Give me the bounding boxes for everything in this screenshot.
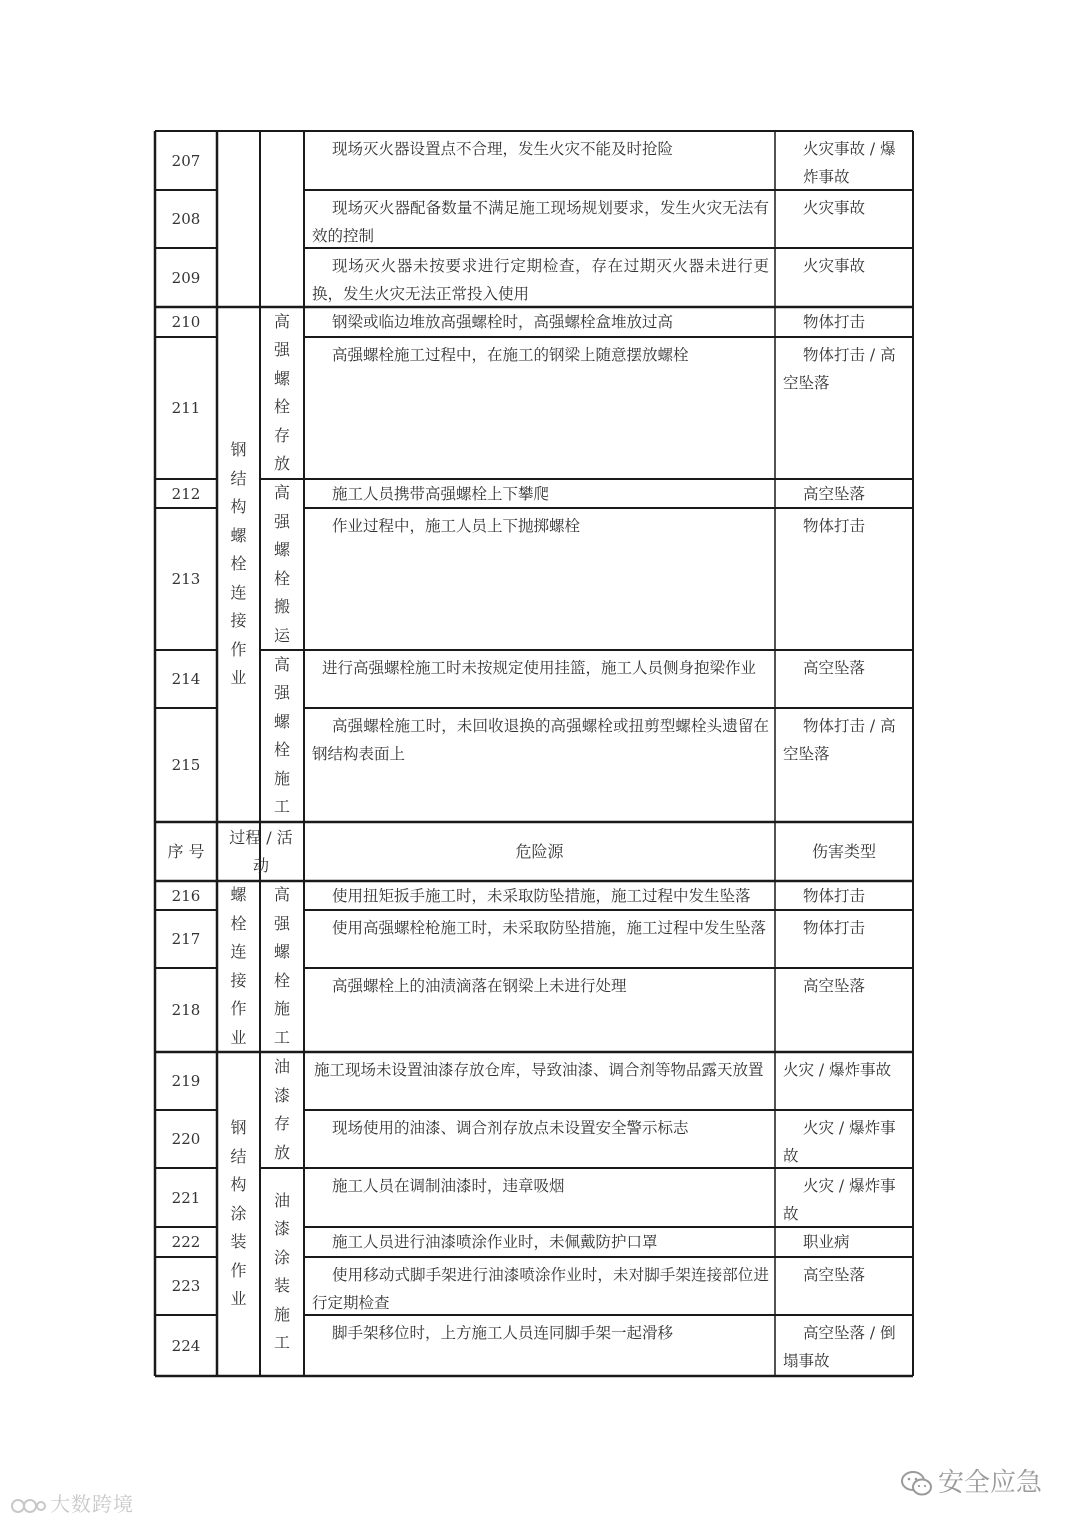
row-number: 213 (171, 570, 201, 588)
injury-type: 物体打击 / 高空坠落 (783, 717, 896, 763)
row-number: 218 (171, 1001, 201, 1019)
row-number: 222 (171, 1233, 201, 1251)
hazard-text: 钢梁或临边堆放高强螺栓时，高强螺栓盒堆放过高 (332, 313, 674, 331)
injury-type: 物体打击 (803, 313, 866, 331)
injury-type: 高空坠落 (803, 977, 866, 995)
hazard-text: 使用扭矩扳手施工时，未采取防坠措施，施工过程中发生坠落 (332, 887, 751, 905)
hazard-text: 高强螺栓施工时，未回收退换的高强螺栓或扭剪型螺栓头遗留在钢结构表面上 (312, 717, 769, 763)
hazard-text: 使用高强螺栓枪施工时，未采取防坠措施，施工过程中发生坠落 (332, 919, 767, 937)
activity-paint-storage: 油漆存放 (273, 1057, 290, 1162)
hazard-text: 施工人员携带高强螺栓上下攀爬 (332, 485, 550, 503)
hazard-text: 使用移动式脚手架进行油漆喷涂作业时，未对脚手架连接部位进行定期检查 (312, 1266, 769, 1312)
row-number: 219 (171, 1072, 201, 1090)
hazard-text: 进行高强螺栓施工时未按规定使用挂篮，施工人员侧身抱梁作业 (322, 659, 757, 677)
header-no: 序 号 (167, 841, 205, 861)
row-number: 216 (171, 886, 201, 905)
injury-type: 高空坠落 (803, 485, 866, 503)
row-number: 208 (171, 210, 201, 228)
row-number: 207 (171, 151, 201, 170)
row-number: 223 (171, 1277, 201, 1295)
header-process: 过程 / 活动 (229, 827, 293, 875)
injury-type: 职业病 (803, 1233, 850, 1251)
hazard-text: 脚手架移位时，上方施工人员连同脚手架一起滑移 (332, 1324, 674, 1342)
row-number: 224 (171, 1336, 201, 1355)
watermark-left (10, 1488, 134, 1517)
injury-type: 高空坠落 / 倒塌事故 (783, 1324, 896, 1370)
header-injury: 伤害类型 (811, 841, 876, 861)
injury-type: 火灾 / 爆炸事故 (783, 1177, 896, 1223)
injury-type: 物体打击 (803, 517, 866, 535)
injury-type: 火灾事故 (803, 199, 866, 217)
watermark-left-text: 大数跨境 (50, 1492, 134, 1516)
header-hazard: 危险源 (515, 841, 564, 861)
hazard-text: 施工现场未设置油漆存放仓库，导致油漆、调合剂等物品露天放置 (314, 1061, 764, 1079)
hazard-text: 现场灭火器配备数量不满足施工现场规划要求，发生火灾无法有效的控制 (312, 199, 769, 245)
watermark-right-text: 安全应急 (938, 1468, 1043, 1498)
row-number: 211 (171, 399, 201, 417)
activity-bolt-carry: 高强螺栓搬运 (273, 483, 290, 645)
hazard-text: 施工人员在调制油漆时，违章吸烟 (332, 1177, 565, 1195)
hazard-text: 现场灭火器未按要求进行定期检查，存在过期灭火器未进行更换，发生火灾无法正常投入使用 (312, 257, 769, 303)
process-bolt-connect: 螺栓连接作业 (230, 885, 247, 1047)
row-number: 217 (171, 930, 201, 948)
hazard-text: 施工人员进行油漆喷涂作业时，未佩戴防护口罩 (332, 1233, 658, 1251)
row-number: 220 (171, 1130, 201, 1148)
activity-bolt-construct-2: 高强螺栓施工 (273, 885, 290, 1047)
hazard-text: 高强螺栓上的油渍滴落在钢梁上未进行处理 (332, 977, 627, 995)
watermark-right (900, 1462, 1042, 1499)
row-number: 221 (171, 1188, 201, 1207)
injury-type: 物体打击 (803, 887, 866, 905)
row-number: 209 (171, 268, 201, 287)
injury-type: 物体打击 (803, 919, 866, 937)
row-number: 215 (171, 756, 201, 774)
injury-type: 火灾 / 爆炸事故 (783, 1061, 892, 1079)
process-steel-bolt: 钢结构螺栓连接作业 (230, 440, 247, 688)
injury-type: 火灾 / 爆炸事故 (783, 1119, 896, 1165)
row-number: 212 (171, 484, 201, 503)
injury-type: 火灾事故 / 爆炸事故 (803, 140, 896, 186)
activity-bolt-storage: 高强螺栓存放 (273, 311, 290, 473)
row-number: 214 (171, 670, 201, 688)
injury-type: 高空坠落 (803, 1266, 866, 1284)
hazard-text: 现场使用的油漆、调合剂存放点未设置安全警示标志 (332, 1119, 689, 1137)
wechat-icon (900, 1470, 934, 1498)
injury-type: 物体打击 / 高空坠落 (783, 346, 896, 392)
activity-paint-apply: 油漆涂装施工 (273, 1190, 290, 1352)
activity-bolt-construct: 高强螺栓施工 (273, 654, 290, 816)
hazard-text: 作业过程中，施工人员上下抛掷螺栓 (332, 517, 581, 535)
row-number: 210 (171, 313, 201, 331)
injury-type: 高空坠落 (803, 659, 866, 677)
brand-logo-icon (10, 1495, 46, 1517)
hazard-text: 现场灭火器设置点不合理，发生火灾不能及时抢险 (332, 140, 674, 158)
injury-type: 火灾事故 (803, 257, 866, 275)
hazard-text: 高强螺栓施工过程中，在施工的钢梁上随意摆放螺栓 (332, 346, 689, 364)
process-steel-coating: 钢结构涂装作业 (230, 1118, 247, 1309)
